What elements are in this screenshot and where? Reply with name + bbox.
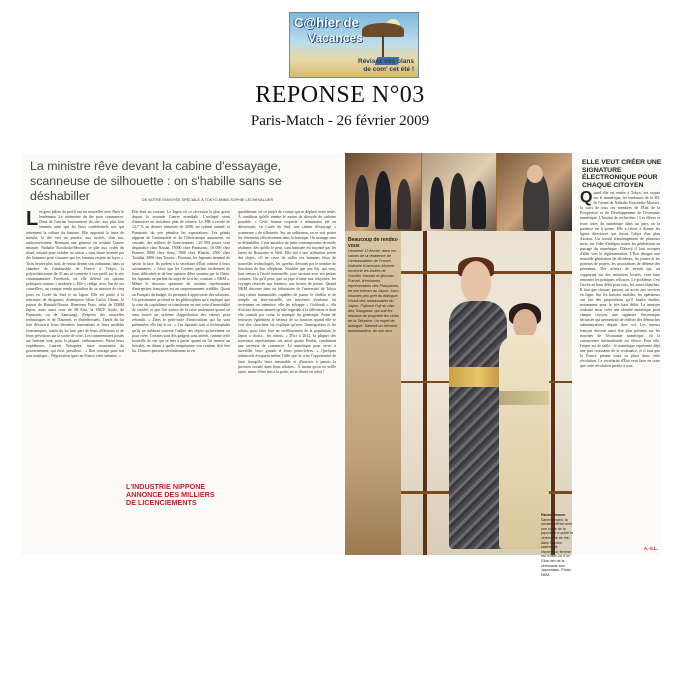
photo-spread [345,153,573,577]
photo-caption-title: Pause kimono [541,513,566,517]
source-line: Paris-Match - 26 février 2009 [250,113,430,129]
logo-tagline: Révisez vos plans de com' cet été ! [358,58,414,73]
sidebar-article [574,153,662,555]
sidebar-body: uand elle est entrée à Tokyo, ses acquis sur le numérique, les tendances de la 3D, de l'avant de Nathalie Kosciusko-Morizet, la suivi de tous ces membres de l'État de la Prospective et du Développement de l'économie numérique. L'Institut de recherches ! Les élèves et leurs actes du numérique dans un pays où la patience est à porter. Elle a réussi à donner les lignes directrices qui feront l'objet d'un plan d'action. Un travail d'aménagement de plusieurs mois, sur l'idée d'intégrer toutes les générations au passage du numérique. D'abord il faut accepter d'aller vers la réglementation. L'État désigne une nouvelle génération de décideurs, les jeunes et les porteurs de projets, les associations de défense des personnes. Des acteurs de terrain qui, en s'appuyant sur des initiatives locales, vont faire remonter les pratiques efficaces. Le problème, c'est l'accès au haut débit pour tous, les zones blanches. Il faut que chacun, partout, ait accès aux services en ligne. Sur les liaisons mobiles, les opérateurs ont fait des propositions qu'il faudra étudier, notamment pour le très haut débit. La ministre souhaite aussi créer une identité numérique pour chaque citoyen, une signature électronique sécurisée qui permettrait de réaliser des démarches administratives depuis chez soi. Les acteurs français doivent aussi être plus présents sur les marchés de l'économie numérique, où la concurrence internationale est féroce. Pour elle, l'enjeu est de taille : le numérique représente déjà une part croissante de la croissance, et il faut que la France prenne toute sa place dans cette révolution. Le secrétariat d'État veut faire en sorte que cette révolution profite à tous. [580,191,660,369]
photo-meeting-1 [345,153,421,231]
article-byline: DE NOTRE ENVOYÉE SPÉCIALE À TOKYO ANNE-SOPHIE LECHEVALLIER [142,198,274,202]
sidebar-signature: A.-S.L. [643,546,658,551]
sidebar-text [580,191,660,553]
minister-head [461,261,491,303]
side-caption-text: Vendredi 13 février, dans les salons de la résidence de l'ambassadeur de France, Nathalie Kosciusko-Morizet remercie les invités de Yoshiko Sarazin et Ijimotan Fumari, d'éminents représentants des Françaises, de ses tuteurs au Japon. Karo Nowaes peu prêt du dialogue. Visant des ambassades du Japon, Fujimori Fujl du clan des Tokugawa, qui suit les réseaux de propriété les clubs de la Taïwaise. Un esprit de dialogue. Samedi un élément ambassadeur, de son ami. [348,249,400,333]
column-1-text: es gens pâlots du profil ont mi nouvelles avec Paris le lendemain. Le cérémonie du the pour commencer. Dans de l'ancien bruissement du site, aux plus bon femmes ainsi que les lieux confidentiels rois qui retiennent la culture du kimono. Elle apportait la tasse de matcha, le thé vert en poudre, aux invités, d'un ton, anticonservateur. Remuant une grimace en avalant l'amère mixture, Nathalie Kosciusko-Morizet se plie aux codes du rituel, ensuite pour exhiber au canon « sans doute inventé par des hommes pour s'assurer que les femmes restent au foyer ». Trois heures plus tard, de retour devant son ordinateur, dans sa chambre de l'ambassade de France à Tokyo, la polytechnicienne de 35 ans se connecte à son profil sur le site communautaire Facebook, où elle défend ses options politiques comme « modérée ». Elle y rédige, avec l'un de ses conseillers, un compte rendu quotidien de sa mission de cinq jours en Corée du Sud et au Japon. Elle est partie à la rencontre de dirigeants d'entreprise (dont Carlos Ghosn, le patron de Renault-Nissan, Bienvenu Frais, celui de DMM Japon, mais aussi ceux de JR East, la SNCF locale, de Panasonic ou de Samsung), d'experts des nouvelles technologies et de l'Internet, et d'intellectuels. Tantôt du lui font découvrir leurs dernières innovations et leurs modèles économiques, tantôt du lui font part de leurs réflexions et de leurs prévisions sur la sortie de crise. Les commentaires postés sur Internet sont, pour la plupart, enthousiastes. Parmi leurs expéditeurs, Laurent Wauquiez, autre trentenaire du gouvernement, qui écrit, persifleur : « Bon courage pour ton tour asiatique... Négociation sport en France cette semaine. » [26,210,124,359]
side-caption-title: Beaucoup de rendez-vous [348,237,399,249]
photo-caption-text: Samedi matin, la ministre d'État vient une sortie de la japonaise a quitté la cérémonie de thé, dans l'ancien cabinet de l'arpenteur, femme est d'Asie, lot d'un Gina rien de la cérémonie aux Japonaises. Photo NKM. [541,517,573,577]
article-column-3 [238,210,336,550]
logo-title-line2: Vacances [308,31,363,45]
photo-meeting-2 [422,153,496,231]
side-caption [348,237,400,334]
magazine-article [22,153,344,555]
column-3-text: quotidienne, tel ce projet de voiture qui se déplace toute seule. À condition qu'elle émette le moins de dioxyde de carbone possible. » Cette femme coquette a néanmoins été en découvrant, en Corée du Sud, une cabine d'essayage « scanneuse » de silhouette. Sur un ordinateur, on se voit porter les vêtements effectivement dans la boutique. On manage sans se déshabiller. Cette amatrice de jeans contemporains de mode réalisme, dès qu'elle le peut, sont habituée est façonné par les lacets de Beaucaire et Weil. Elle fait à une utilisation serrée des objets, s'il ne cesse de railler ces hommes férus de nouvelles technologies, les «geeks» dévoués par le nombre de fonctions de leur téléphone. N'oublie que son fils, qui veut, font rentrer à l'école maternelle, joue sarouan avec ses petites voitures. Ou qu'il peut, que sa jupe n'aime aux tokyoites, les voyages réservés aux femmes, aux heures de pointe. Quand NKM discerne dans un laboratoire de l'université de Tokyo cinq robots humanoïdes capables de passer le chiffon et de remplir un lave-vaisselle, ses souvenirs d'enfance lui reviennent en mémoire: elle les échappe « Goldorak », élu d'où aux dessins animés qu'elle regardait à la télévision et dont elle connaît par coeur la musique du générique. Avant de retrouver également le sérieux de sa fonction quand elle se voit dire chercheur lui explique qu'avec l'immigration et les robots, pour faire face au vieillissement de la population, le Japon a choisi... les robots. « D'ici à 2012, la plupart des nouveaux représentants ont aussi quatre Paulus, conduisent une serveuse de commerce. La numérique pour servir à surveiller leurs grands et leurs petits-frères. » Quelques industriels évoquent même l'idée que la crise l'opportunité de faire lorsqu'ils leurs mesurable et d'innover à jamais la pression sociale dans leurs affaires... À moins qu'on ne veille autre, aimer d'être mis à la porte, ne se disent en robot ! [238,210,336,374]
top-photo-strip [345,153,572,231]
sidebar-title: ELLE VEUT CRÉER UNE SIGNATURE ÉLECTRONIQUE POUR CHAQUE CITOYEN [582,159,662,189]
main-photo-kimono [401,231,573,577]
column-2-text: Elle était au courant. Le Japon vit ce récession la plus grave depuis la seconde Guerre mondiale. L'archipel vient d'annoncer un troisième plan de relance. Le PIB a reculé de 12,7 % au dernier trimestre de 2008, un rythme annuel, et Panasonic du yen pénalise les exportations. Les géants nippons de l'automobile et de l'électronique annoncent, en cascade, des milliers de licenciements : 20 000 postes vont disparaître chez Nissan, 15000 chez Panasonic, 10 000 chez Pioneer, 8000 chez Sony, 7000 chez Hitachi, 4500 chez Toshiba, 3000 chez Toyota... Pourtant, les Japonais tiennent de savoir la face. Ils parlent à la secrétaire d'État comme à leurs actionnaires. « Alors que les Coréens parlent facilement de leurs difficultés et de leur opinion d'être soutenu par la Chine, les Japonais ne parlent du sujet de la crise, constate « NKM ». Même le discours optimiste de certains représentants d'entreprises françaises est au surprenamment crédible. Quant au Français du budget, ils prennent à apprivoiser des solutions. Un pessimisme profond se les philosophies qu'a expliqué que la crise du capitalisme se transforme en une crise d'immobilité de société, et que l'on sortira de la crise seulement quand on aura trouvé un système d'approbation des valeurs pour rebondir. » Dans le petit-suite d'innovations qui lui sont présentées, elle fait le tri : « Les Japonais sont si technophiles qu'ils en oublient souvent l'utilité des objets qu'inventent ou pour créer. Certains sont des gadgets sans intérêt, comme cette bouteille de vin qui se met à parler quand on l'ai montre un bracelet, en disant à quelle température son contenu doit être bu. D'autres peuvent révolutionner la vie [132,210,230,354]
drop-cap: L [26,208,39,230]
article-subhead: L'INDUSTRIE NIPPONE ANNONCE DES MILLIERS DE LICENCIEMENTS [126,481,222,510]
side-caption-panel [345,231,401,555]
cream-obi [499,391,549,405]
article-column-1 [26,210,124,550]
cahier-de-vacances-logo [289,12,419,78]
logo-title-line1: C@hier de [294,15,359,30]
photo-meeting-3 [497,153,572,231]
article-headline: La ministre rêve devant la cabine d'essayage, scanneuse de silhouette : on s'habille sans se déshabiller [30,159,282,203]
page-heading: REPONSE N°03 [255,82,425,108]
article-columns [26,210,338,550]
sidebar-drop-cap: Q [580,189,593,206]
photo-caption [541,513,573,577]
